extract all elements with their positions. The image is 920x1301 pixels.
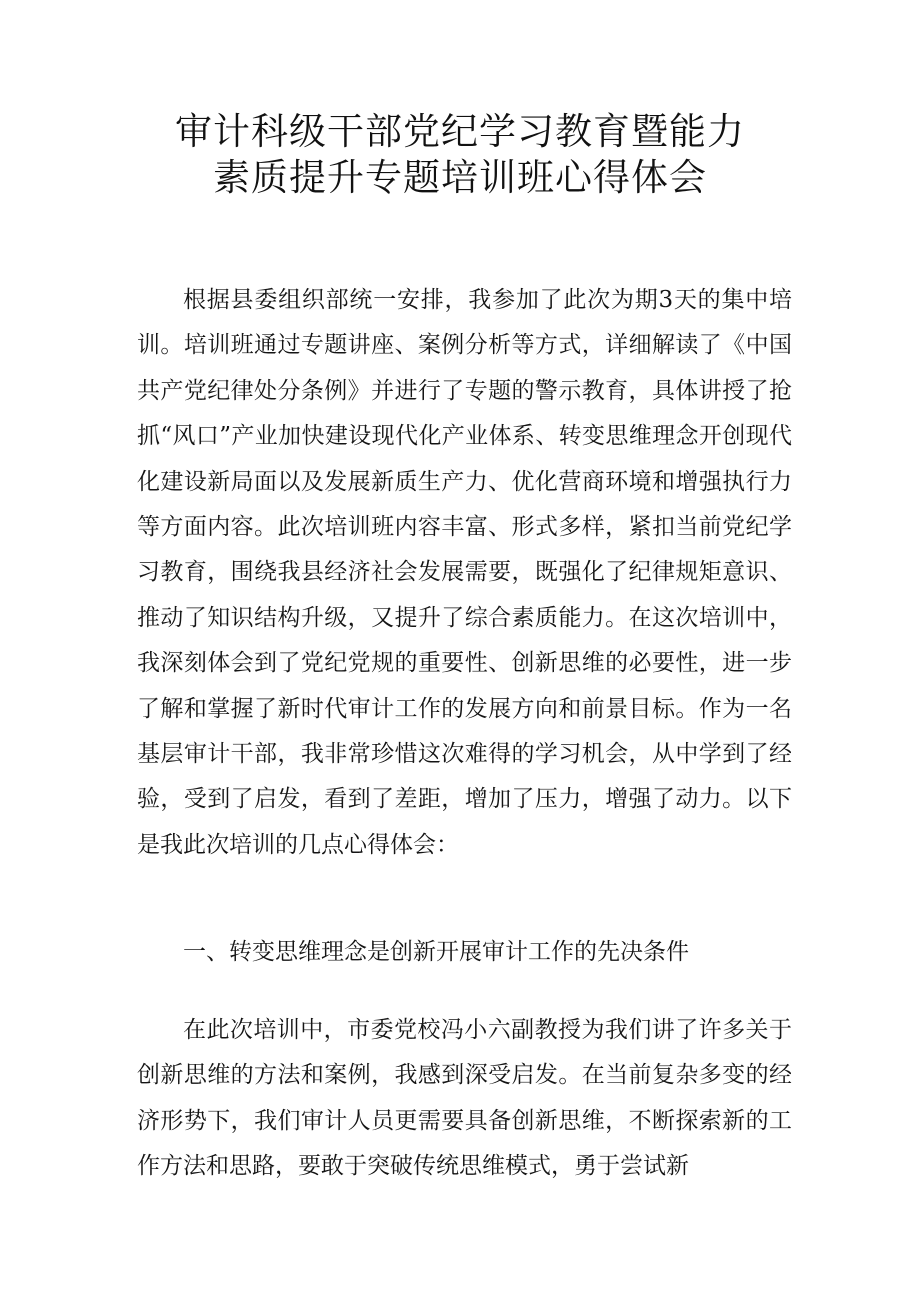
document-title-line-1: 审计科级干部党纪学习教育暨能力 <box>175 110 745 153</box>
body-paragraph-1: 根据县委组织部统一安排，我参加了此次为期3天的集中培训。培训班通过专题讲座、案例分析等方式，详细解读了《中国共产党纪律处分条例》并进行了专题的警示教育，具体讲授了抢抓“风口”产业加快建设现代化产业体系、转变思维理念开创现代化建设新局面以及发展新质生产力、优化营商环境和增强执行力等方面内容。此次培训班内容丰富、形式多样，紧扣当前党纪学习教育，围绕我县经济社会发展需要，既强化了纪律规矩意识、推动了知识结构升级，又提升了综合素质能力。在这次培训中，我深刻体会到了党纪党规的重要性、创新思维的必要性，进一步了解和掌握了新时代审计工作的发展方向和前景目标。作为一名基层审计干部，我非常珍惜这次难得的学习机会，从中学到了经验，受到了启发，看到了差距，增加了压力，增强了动力。以下是我此次培训的几点心得体会： <box>137 287 792 858</box>
section-heading-1: 一、转变思维理念是创新开展审计工作的先决条件 <box>183 939 689 965</box>
document-title-line-2: 素质提升专题培训班心得体会 <box>213 156 707 199</box>
body-paragraph-2: 在此次培训中，市委党校冯小六副教授为我们讲了许多关于创新思维的方法和案例，我感到深受启发。在当前复杂多变的经济形势下，我们审计人员更需要具备创新思维，不断探索新的工作方法和思路，要敢于突破传统思维模式，勇于尝试新 <box>137 1017 792 1180</box>
